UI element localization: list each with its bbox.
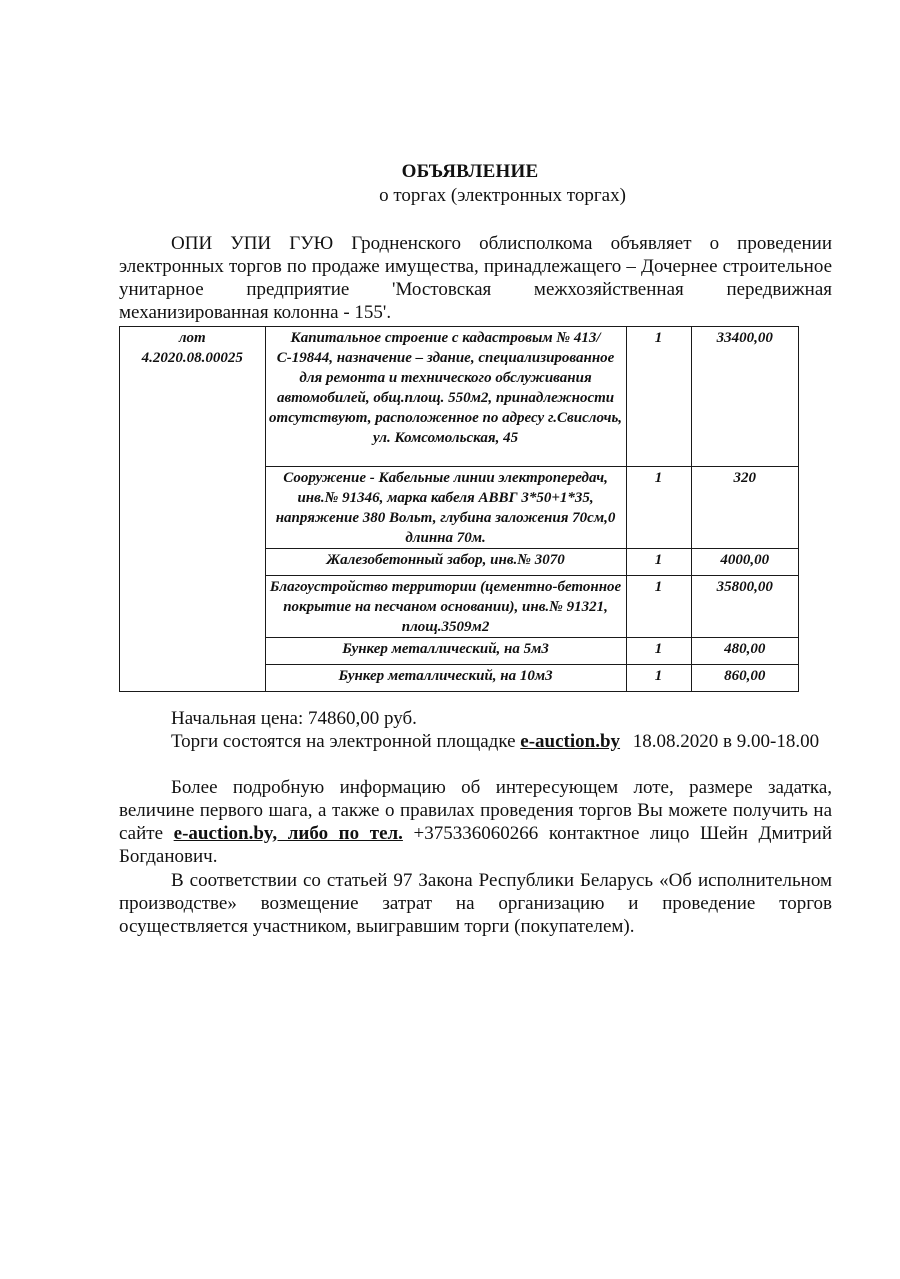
law-paragraph: В соответствии со статьей 97 Закона Республики Беларусь «Об исполнительном производстве» возмещение затрат на организацию и проведение торгов осуществляется участником, выигравшим торги (покупателем). (119, 870, 832, 937)
item-description: Жалезобетонный забор, инв.№ 3070 (265, 549, 626, 576)
table-row (120, 327, 799, 467)
item-description: Капитальное строение с кадастровым № 413/С-19844, назначение – здание, специализированное для ремонта и технического обслуживания автомобилей, общ.площ. 550м2, принадлежности отсутствуют, расположенное по адресу г.Свислочь, ул. Комсомольская, 45 (265, 327, 626, 467)
document-title: ОБЪЯВЛЕНИЕ (401, 161, 539, 182)
info-site-phone-link[interactable]: e-auction.by, либо по тел. (173, 823, 403, 844)
item-price: 860,00 (691, 665, 798, 692)
item-description: Бункер металлический, на 10м3 (265, 665, 626, 692)
item-description: Бункер металлический, на 5м3 (265, 638, 626, 665)
auction-paragraph (119, 730, 832, 753)
start-price: Начальная цена: 74860,00 руб. (171, 708, 417, 729)
lot-table (119, 326, 799, 692)
item-price: 320 (691, 467, 798, 549)
lot-number: 4.2020.08.00025 (141, 350, 243, 366)
item-price: 35800,00 (691, 576, 798, 638)
auction-site-link[interactable]: e-auction.by (520, 731, 621, 752)
item-price: 4000,00 (691, 549, 798, 576)
lot-label: лот (178, 330, 206, 346)
item-quantity: 1 (626, 327, 691, 467)
item-quantity: 1 (626, 549, 691, 576)
item-quantity: 1 (626, 665, 691, 692)
item-quantity: 1 (626, 467, 691, 549)
item-description: Благоустройство территории (цементно-бетонное покрытие на песчаном основании), инв.№ 91321, площ.3509м2 (265, 576, 626, 638)
auction-text-after: 18.08.2020 в 9.00-18.00 (632, 731, 820, 752)
info-text-before: Более подробную информацию об интересующем лоте, размере задатка, величине первого шага, а также о правилах проведения торгов Вы можете получить на сайте (119, 777, 832, 844)
item-description: Сооружение - Кабельные линии электропередач, инв.№ 91346, марка кабеля АВВГ 3*50+1*35, напряжение 380 Вольт, глубина заложения 70см,0 длинна 70м. (265, 467, 626, 549)
item-price: 33400,00 (691, 327, 798, 467)
item-quantity: 1 (626, 576, 691, 638)
info-paragraph (119, 776, 832, 868)
document-subtitle: о торгах (электронных торгах) (379, 185, 626, 206)
item-price: 480,00 (691, 638, 798, 665)
lot-cell (120, 327, 266, 692)
intro-paragraph: ОПИ УПИ ГУЮ Гродненского облисполкома объявляет о проведении электронных торгов по продаже имущества, принадлежащего – Дочернее строительное унитарное предприятие 'Мостовская межхозяйственная передвижная механизированная колонна - 155'. (119, 233, 832, 323)
auction-text-before: Торги состоятся на электронной площадке (171, 731, 516, 752)
info-text-after: +375336060266 контактное лицо Шейн Дмитрий Богданович. (119, 823, 833, 867)
item-quantity: 1 (626, 638, 691, 665)
